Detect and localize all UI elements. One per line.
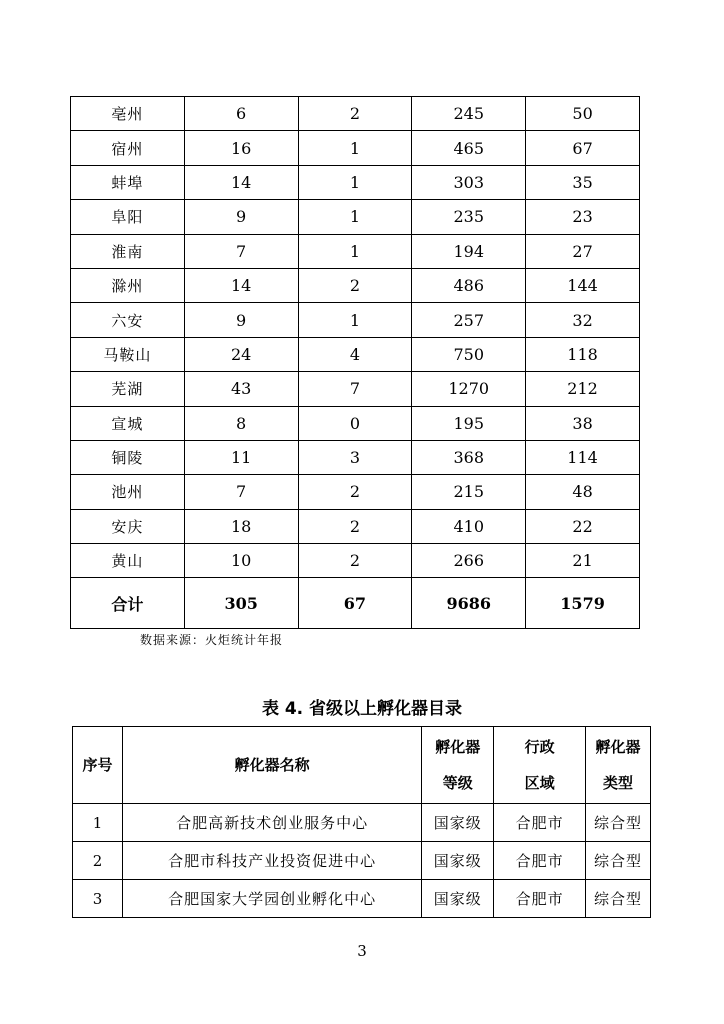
header-area-line1: 行政: [524, 738, 555, 756]
table-row: [71, 200, 640, 234]
value-cell: 22: [526, 509, 640, 543]
table-row: [71, 234, 640, 268]
value-cell: 215: [412, 475, 526, 509]
table-row: [71, 337, 640, 371]
total-value-cell: 1579: [526, 578, 640, 629]
table-row: [71, 303, 640, 337]
value-cell: 266: [412, 544, 526, 578]
total-value-cell: 305: [184, 578, 298, 629]
value-cell: 486: [412, 268, 526, 302]
value-cell: 27: [526, 234, 640, 268]
table-row: [71, 372, 640, 406]
region-cell: 芜湖: [71, 372, 185, 406]
table-row: [71, 475, 640, 509]
value-cell: 194: [412, 234, 526, 268]
header-level-line1: 孵化器: [435, 738, 481, 756]
incubator-name-cell: 合肥国家大学园创业孵化中心: [122, 880, 421, 918]
value-cell: 0: [298, 406, 412, 440]
incubator-type-cell: 综合型: [586, 880, 651, 918]
value-cell: 32: [526, 303, 640, 337]
value-cell: 38: [526, 406, 640, 440]
value-cell: 1: [298, 165, 412, 199]
incubator-seq-cell: 1: [73, 804, 123, 842]
value-cell: 14: [184, 165, 298, 199]
value-cell: 212: [526, 372, 640, 406]
value-cell: 7: [298, 372, 412, 406]
header-name: 孵化器名称: [122, 727, 421, 804]
value-cell: 2: [298, 268, 412, 302]
header-type-line2: 类型: [603, 774, 634, 792]
region-cell: 黄山: [71, 544, 185, 578]
total-value-cell: 9686: [412, 578, 526, 629]
total-value-cell: 67: [298, 578, 412, 629]
incubator-name-cell: 合肥高新技术创业服务中心: [122, 804, 421, 842]
value-cell: 50: [526, 97, 640, 131]
incubator-type-cell: 综合型: [586, 842, 651, 880]
value-cell: 1270: [412, 372, 526, 406]
value-cell: 1: [298, 303, 412, 337]
table4-header-row: [73, 727, 651, 804]
table-row: [73, 842, 651, 880]
value-cell: 21: [526, 544, 640, 578]
region-cell: 阜阳: [71, 200, 185, 234]
region-cell: 亳州: [71, 97, 185, 131]
region-cell: 铜陵: [71, 440, 185, 474]
table4-caption: 表 4. 省级以上孵化器目录: [261, 699, 463, 719]
incubator-level-cell: 国家级: [422, 880, 494, 918]
value-cell: 7: [184, 234, 298, 268]
value-cell: 9: [184, 303, 298, 337]
value-cell: 114: [526, 440, 640, 474]
table-row: [71, 440, 640, 474]
value-cell: 410: [412, 509, 526, 543]
value-cell: 24: [184, 337, 298, 371]
value-cell: 118: [526, 337, 640, 371]
table-row: [71, 544, 640, 578]
region-cell: 宣城: [71, 406, 185, 440]
header-level: [422, 727, 494, 804]
value-cell: 2: [298, 475, 412, 509]
table-row: [71, 97, 640, 131]
value-cell: 245: [412, 97, 526, 131]
incubator-type-cell: 综合型: [586, 804, 651, 842]
value-cell: 750: [412, 337, 526, 371]
value-cell: 257: [412, 303, 526, 337]
region-cell: 马鞍山: [71, 337, 185, 371]
region-cell: 蚌埠: [71, 165, 185, 199]
region-cell: 淮南: [71, 234, 185, 268]
header-seq: 序号: [73, 727, 123, 804]
total-label-cell: 合计: [71, 578, 185, 629]
value-cell: 1: [298, 234, 412, 268]
incubator-area-cell: 合肥市: [494, 842, 586, 880]
table-row: [73, 880, 651, 918]
value-cell: 43: [184, 372, 298, 406]
data-source-note: 数据来源：火炬统计年报: [140, 633, 284, 647]
region-cell: 宿州: [71, 131, 185, 165]
incubator-seq-cell: 2: [73, 842, 123, 880]
value-cell: 48: [526, 475, 640, 509]
table-row: [71, 406, 640, 440]
value-cell: 2: [298, 97, 412, 131]
value-cell: 368: [412, 440, 526, 474]
table-row: [71, 165, 640, 199]
region-cell: 六安: [71, 303, 185, 337]
header-type-line1: 孵化器: [595, 738, 641, 756]
value-cell: 465: [412, 131, 526, 165]
value-cell: 9: [184, 200, 298, 234]
value-cell: 8: [184, 406, 298, 440]
value-cell: 7: [184, 475, 298, 509]
value-cell: 2: [298, 544, 412, 578]
value-cell: 14: [184, 268, 298, 302]
header-area-line2: 区域: [524, 774, 555, 792]
value-cell: 144: [526, 268, 640, 302]
page-number: 3: [357, 942, 367, 960]
incubator-name-cell: 合肥市科技产业投资促进中心: [122, 842, 421, 880]
table-row: [71, 509, 640, 543]
value-cell: 1: [298, 200, 412, 234]
value-cell: 16: [184, 131, 298, 165]
value-cell: 23: [526, 200, 640, 234]
table-row: [71, 268, 640, 302]
value-cell: 67: [526, 131, 640, 165]
value-cell: 10: [184, 544, 298, 578]
total-row: [71, 578, 640, 629]
incubator-area-cell: 合肥市: [494, 880, 586, 918]
value-cell: 235: [412, 200, 526, 234]
table-row: [73, 804, 651, 842]
region-cell: 滁州: [71, 268, 185, 302]
incubator-level-cell: 国家级: [422, 804, 494, 842]
header-level-line2: 等级: [442, 774, 473, 792]
value-cell: 18: [184, 509, 298, 543]
value-cell: 303: [412, 165, 526, 199]
incubator-directory-table: [72, 726, 651, 918]
region-cell: 池州: [71, 475, 185, 509]
value-cell: 4: [298, 337, 412, 371]
table-row: [71, 131, 640, 165]
value-cell: 35: [526, 165, 640, 199]
value-cell: 1: [298, 131, 412, 165]
value-cell: 2: [298, 509, 412, 543]
value-cell: 11: [184, 440, 298, 474]
value-cell: 195: [412, 406, 526, 440]
incubator-seq-cell: 3: [73, 880, 123, 918]
value-cell: 6: [184, 97, 298, 131]
incubator-level-cell: 国家级: [422, 842, 494, 880]
value-cell: 3: [298, 440, 412, 474]
incubator-area-cell: 合肥市: [494, 804, 586, 842]
header-area: [494, 727, 586, 804]
region-stats-table: [70, 96, 640, 629]
header-type: [586, 727, 651, 804]
region-cell: 安庆: [71, 509, 185, 543]
